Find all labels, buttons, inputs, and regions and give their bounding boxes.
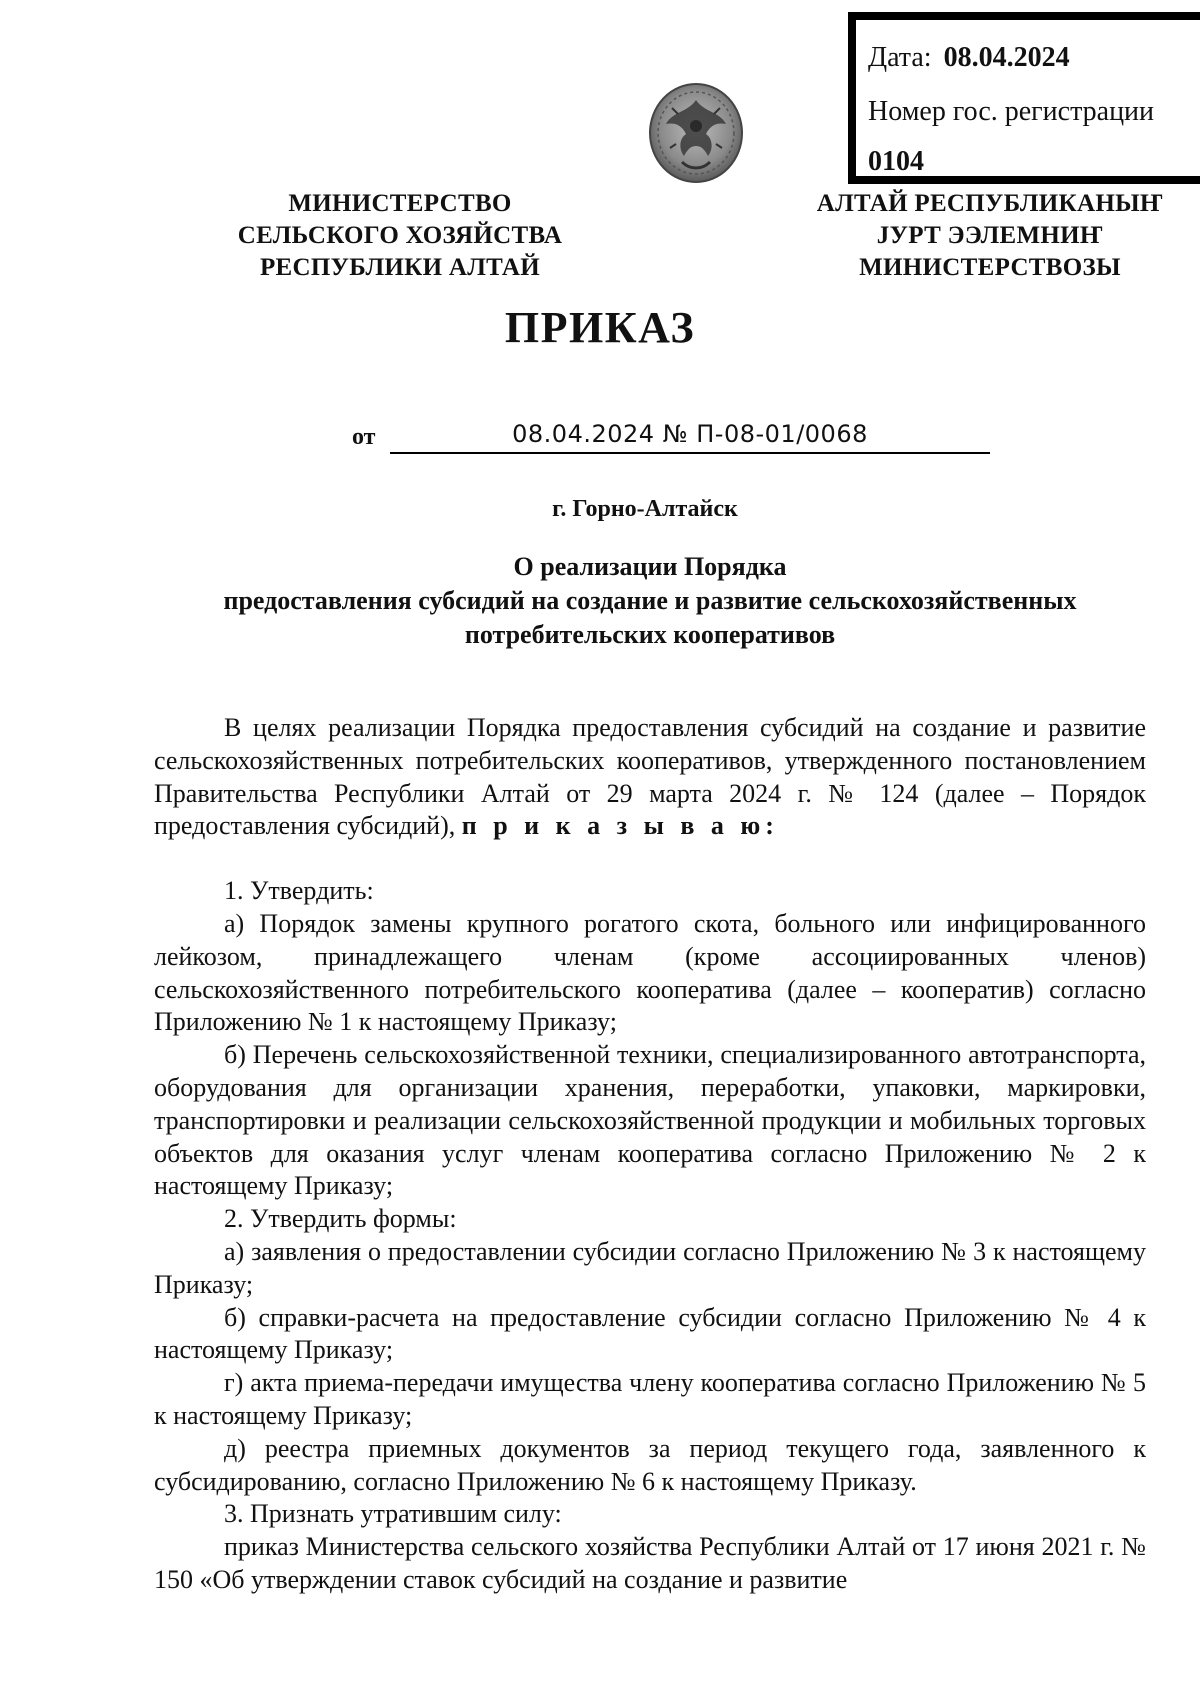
- order-subject: [150, 550, 1150, 652]
- order-reference: [352, 420, 992, 460]
- ministry-name-russian: [190, 188, 610, 284]
- clause-3a: приказ Министерства сельского хозяйства Республики Алтай от 17 июня 2021 г. № 150 «Об утверждении ставок субсидий на создание и развитие: [154, 1532, 1146, 1594]
- clause-2d: д) реестра приемных документов за период текущего года, заявленного к субсидированию, согласно Приложению № 6 к настоящему Приказу.: [154, 1433, 1146, 1496]
- registration-date-label: Дата:: [868, 42, 932, 73]
- clause-2: 2. Утвердить формы:: [224, 1204, 457, 1234]
- clause-1: 1. Утвердить:: [224, 876, 374, 906]
- registration-stamp: [848, 12, 1200, 184]
- registration-date-value: 08.04.2024: [943, 42, 1070, 73]
- order-directive: п р и к а з ы в а ю:: [461, 811, 779, 841]
- subject-line: О реализации Порядка: [513, 552, 787, 581]
- ministry-name-line: ЈУРТ ЭЭЛЕМНИҤ: [876, 222, 1104, 249]
- subject-line: потребительских кооперативов: [464, 620, 836, 649]
- order-from-label: от: [352, 424, 376, 450]
- ministry-name-line: РЕСПУБЛИКИ АЛТАЙ: [259, 254, 540, 281]
- ministry-name-altai: [790, 188, 1190, 284]
- subject-line: предоставления субсидий на создание и развитие сельскохозяйственных: [223, 586, 1077, 615]
- clause-1a: а) Порядок замены крупного рогатого скота, больного или инфицированного лейкозом, принадлежащего членам (кроме ассоциированных членов) сельскохозяйственного потребительского кооператива (далее – кооператив) согласно Приложению № 1 к настоящему Приказу;: [154, 908, 1146, 1037]
- registration-number-value: 0104: [868, 146, 924, 177]
- order-number: 08.04.2024 № П-08-01/0068: [390, 420, 990, 454]
- ministry-name-line: МИНИСТЕРСТВО: [288, 190, 512, 217]
- order-body: [154, 712, 1146, 1597]
- clause-2g: г) акта приема-передачи имущества члену кооператива согласно Приложению № 5 к настоящему Приказу;: [154, 1368, 1146, 1430]
- clause-2a: а) заявления о предоставлении субсидии согласно Приложению № 3 к настоящему Приказу;: [154, 1236, 1146, 1299]
- city: г. Горно-Алтайск: [552, 496, 738, 522]
- clause-1b: б) Перечень сельскохозяйственной техники, специализированного автотранспорта, оборудования для организации хранения, переработки, упаковки, маркировки, транспортировки и реализации сельскохозяйственной продукции и мобильных торговых объектов для оказания услуг членам кооператива согласно Приложению № 2 к настоящему Приказу;: [154, 1040, 1146, 1201]
- preamble-paragraph: [154, 712, 1146, 843]
- preamble-text: В целях реализации Порядка предоставления субсидий на создание и развитие сельскохозяйственных потребительских кооперативов, утвержденного постановлением Правительства Республики Алтай от 29 марта 2024 г. № 124 (далее – Порядок предоставления субсидий),: [154, 713, 1146, 841]
- registration-date-row: [868, 44, 1070, 72]
- coat-of-arms-emblem: [642, 78, 750, 188]
- ministry-name-line: АЛТАЙ РЕСПУБЛИКАНЫҤ: [816, 190, 1164, 217]
- ministry-name-line: СЕЛЬСКОГО ХОЗЯЙСТВА: [237, 222, 563, 249]
- registration-number-label: Номер гос. регистрации: [868, 96, 1155, 127]
- document-title: ПРИКАЗ: [504, 303, 696, 352]
- clause-2b: б) справки-расчета на предоставление субсидии согласно Приложению № 4 к настоящему Приказу;: [154, 1302, 1146, 1365]
- clause-3: 3. Признать утратившим силу:: [224, 1499, 562, 1529]
- ministry-name-line: МИНИСТЕРСТВОЗЫ: [859, 254, 1121, 281]
